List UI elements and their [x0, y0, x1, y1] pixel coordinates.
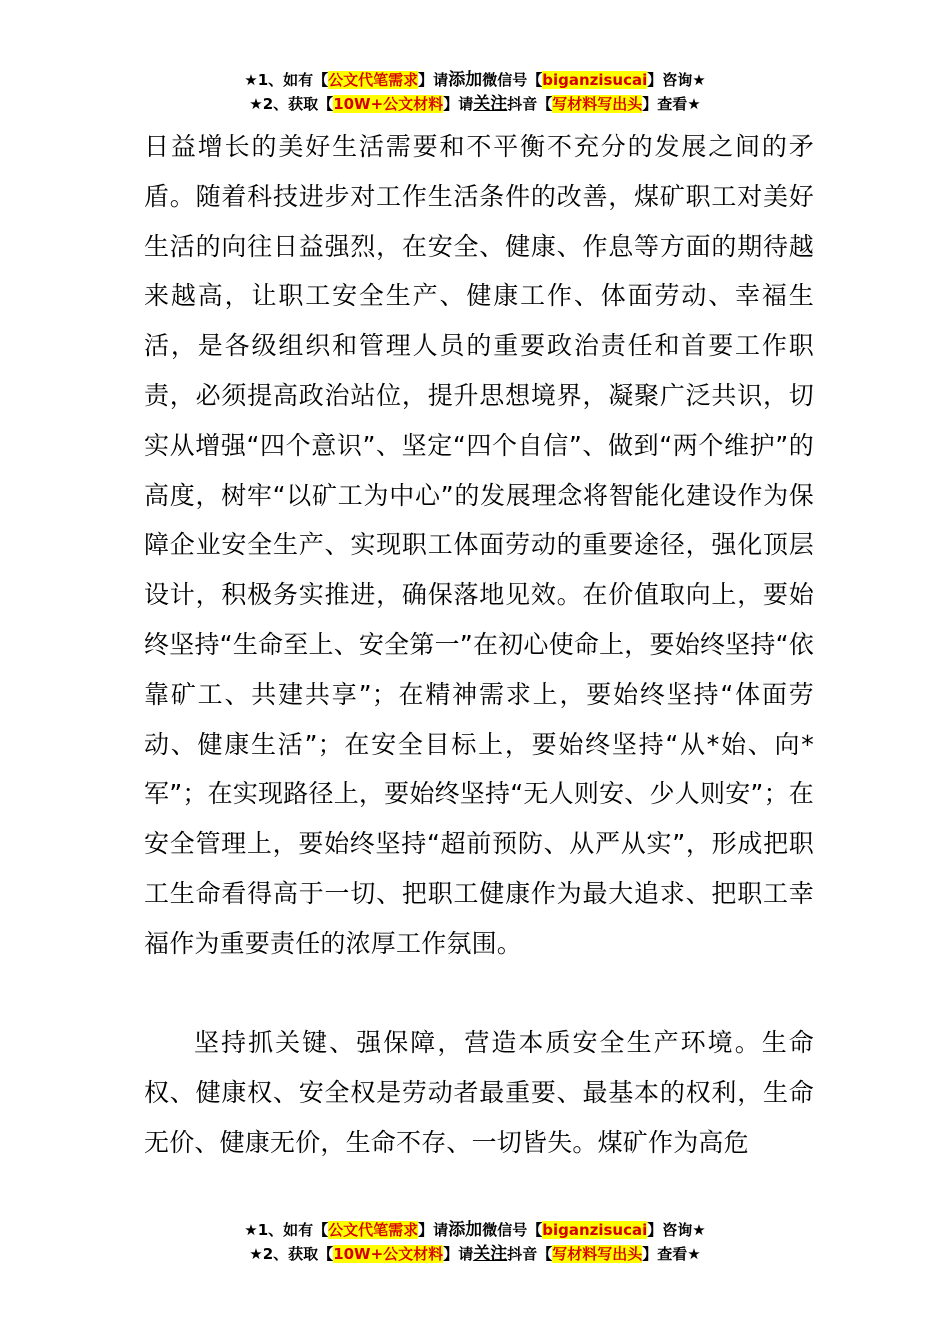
banner-highlight: 写材料写出头: [552, 95, 643, 113]
banner-text: 】查看★: [642, 1245, 701, 1263]
paragraph-1: 日益增长的美好生活需要和不平衡不充分的发展之间的矛盾。随着科技进步对工作生活条件的改善，煤矿职工对美好生活的向往日益强烈，在安全、健康、作息等方面的期待越来越高，让职工安全生产、健康工作、体面劳动、幸福生活，是各级组织和管理人员的重要政治责任和首要工作职责，必须提高政治站位，提升思想境界，凝聚广泛共识，切实从增强“四个意识”、坚定“四个自信”、做到“两个维护”的高度，树牢“以矿工为中心”的发展理念将智能化建设作为保障企业安全生产、实现职工体面劳动的重要途径，强化顶层设计，积极务实推进，确保落地见效。在价值取向上，要始终坚持“生命至上、安全第一”在初心使命上，要始终坚持“依靠矿工、共建共享”；在精神需求上，要始终坚持“体面劳动、健康生活”；在安全目标上，要始终坚持“从*始、向*军”；在实现路径上，要始终坚持“无人则安、少人则安”；在安全管理上，要始终坚持“超前预防、从严从实”，形成把职工生命看得高于一切、把职工健康作为最大追求、把职工幸福作为重要责任的浓厚工作氛围。: [144, 132, 814, 958]
banner-highlight: 公文代笔需求: [328, 71, 419, 89]
banner-text: ★2、获取【: [249, 95, 334, 113]
header-banner: [0, 68, 950, 116]
banner-emphasis: 添加: [448, 1220, 483, 1240]
banner-text: 】查看★: [642, 95, 701, 113]
banner-highlight: biganzisucai: [542, 1221, 648, 1239]
banner-emphasis: 添加: [448, 70, 483, 90]
banner-highlight: biganzisucai: [542, 71, 648, 89]
banner-emphasis: 关注: [473, 1244, 508, 1264]
banner-emphasis: 关注: [473, 94, 508, 114]
document-body: [144, 122, 814, 1168]
banner-text: ★2、获取【: [249, 1245, 334, 1263]
banner-text: 微信号【: [482, 71, 543, 89]
banner-line-1: [0, 1218, 950, 1242]
banner-highlight: 公文代笔需求: [328, 1221, 419, 1239]
footer-banner: [0, 1218, 950, 1266]
banner-highlight: 10W+公文材料: [333, 95, 444, 113]
banner-line-2: [0, 1242, 950, 1266]
banner-highlight: 10W+公文材料: [333, 1245, 444, 1263]
banner-text: 】咨询★: [647, 71, 706, 89]
banner-highlight: 写材料写出头: [552, 1245, 643, 1263]
banner-text: ★1、如有【: [244, 1221, 329, 1239]
banner-line-1: [0, 68, 950, 92]
banner-text: 】请: [443, 1245, 474, 1263]
banner-text: 抖音【: [507, 95, 553, 113]
paragraph-2: 坚持抓关键、强保障，营造本质安全生产环境。生命权、健康权、安全权是劳动者最重要、最基本的权利，生命无价、健康无价，生命不存、一切皆失。煤矿作为高危: [144, 1028, 814, 1157]
banner-text: 】请: [443, 95, 474, 113]
banner-text: 】请: [418, 71, 449, 89]
banner-text: 】请: [418, 1221, 449, 1239]
banner-line-2: [0, 92, 950, 116]
banner-text: 微信号【: [482, 1221, 543, 1239]
banner-text: 抖音【: [507, 1245, 553, 1263]
banner-text: 】咨询★: [647, 1221, 706, 1239]
banner-text: ★1、如有【: [244, 71, 329, 89]
